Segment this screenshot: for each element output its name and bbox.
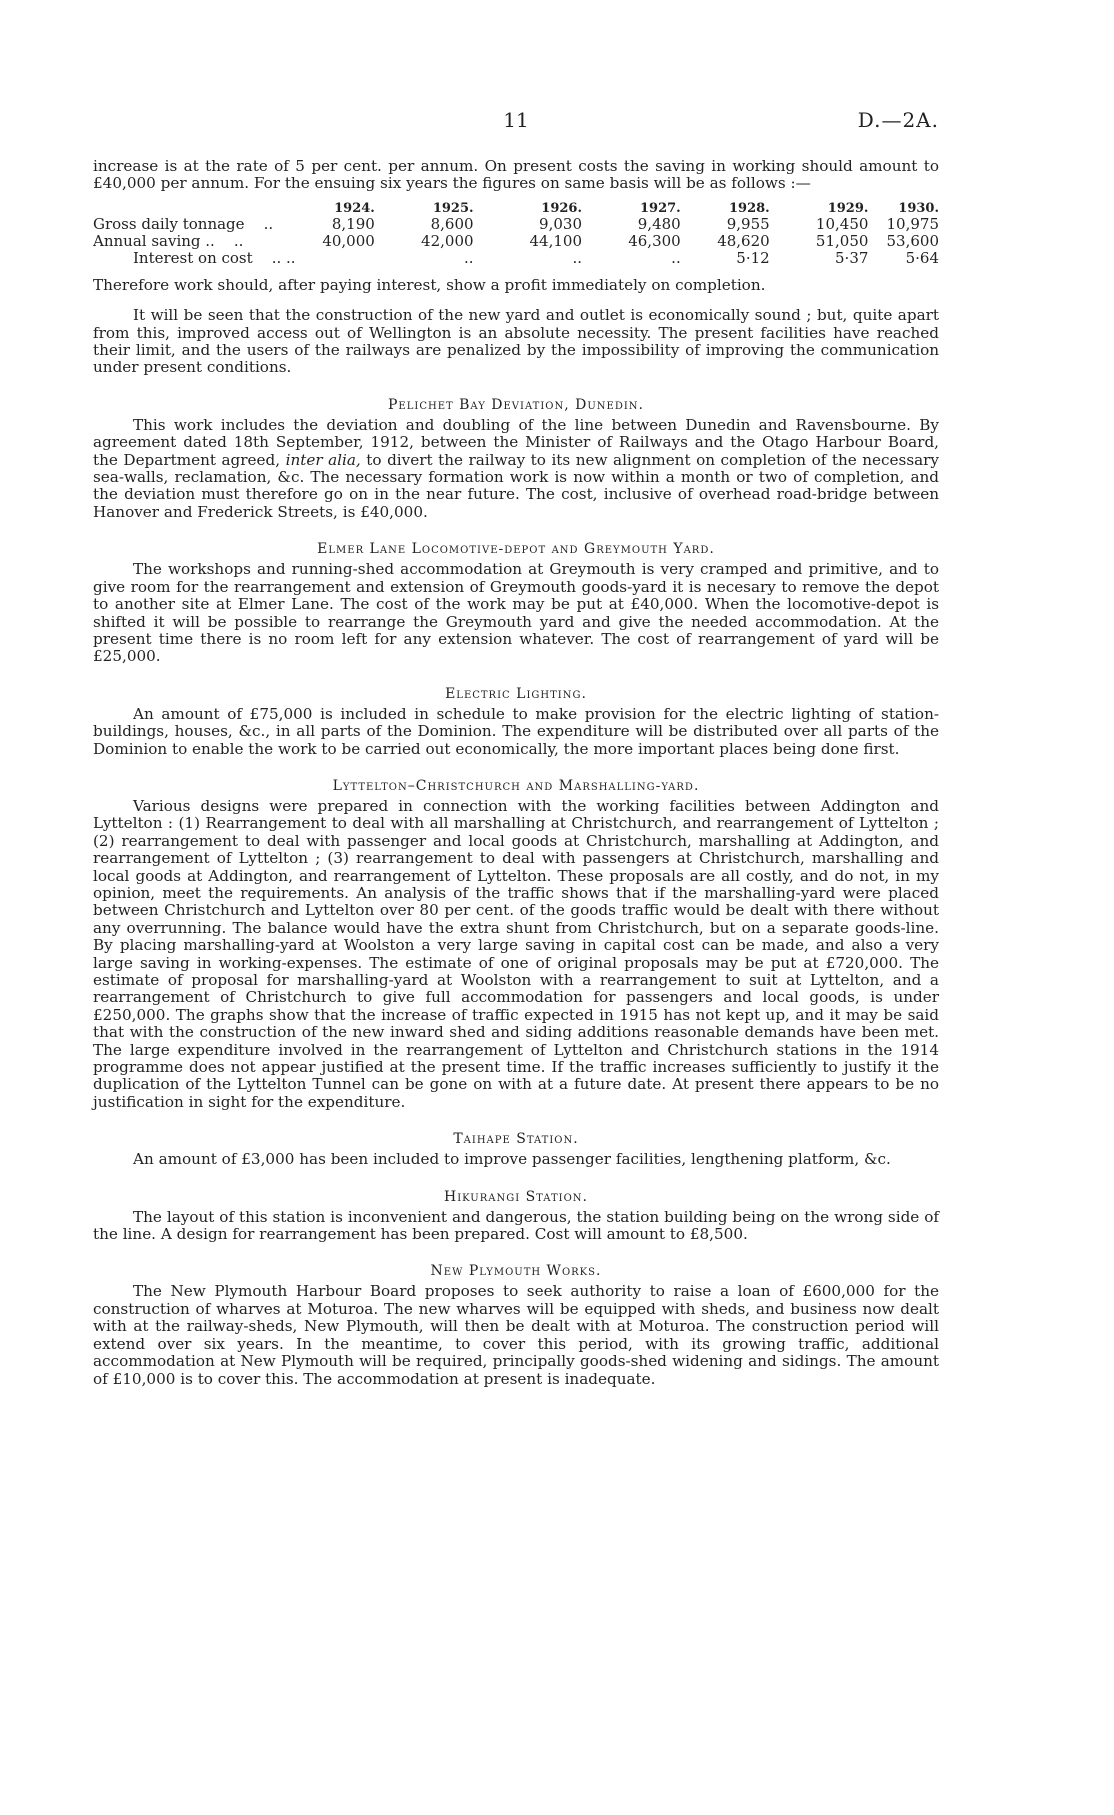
section-title-elmer: Elmer Lane Locomotive-depot and Greymouth Yard.: [317, 541, 715, 558]
intro-paragraph: increase is at the rate of 5 per cent. per annum. On present costs the saving in working should amount to £40,000 per annum. For the ensuing six years the figures on same basis will be as follows :—: [93, 157, 939, 193]
table-cell: ..: [464, 248, 474, 267]
table-cell: 9,030: [539, 214, 582, 233]
section-title-lyttelton: Lyttelton–Christchurch and Marshalling-yard.: [332, 777, 700, 794]
table-cell: ..: [572, 248, 582, 267]
inter-alia-italic: inter alia,: [285, 450, 361, 469]
section-title-hikurangi: Hikurangi Station.: [444, 1188, 588, 1205]
table-row: [93, 233, 939, 250]
year-header: 1925.: [432, 200, 474, 216]
elmer-paragraph: The workshops and running-shed accommodation at Greymouth is very cramped and primitive, and to give room for the rearrangement and extension of Greymouth goods-yard it is necesary to remove the depot to another site at Elmer Lane. The cost of the work may be put at £40,000. When the locomotive-depot is shifted it will be possible to rearrange the Greymouth yard and give the needed accommodation. At the present time there is no room left for any extension whatever. The cost of rearrangement of yard will be £25,000.: [93, 560, 939, 666]
savings-table: [93, 199, 939, 267]
year-header: 1924.: [334, 200, 375, 216]
table-cell: 9,955: [726, 214, 770, 233]
table-cell: 53,600: [886, 231, 939, 250]
page-body: [93, 158, 939, 1388]
lyttelton-paragraph: Various designs were prepared in connection with the working facilities between Addington and Lyttelton : (1) Rearrangement to deal with all marshalling at Christchurch, and rearrangement of Lyttelton ; (2) rearrangement to deal with passenger and local goods at Christchurch, marshalling at Addington, and rearrangement of Lyttelton ; (3) rearrangement to deal with passengers at Christchurch, marshalling and local goods at Addington, and rearrangement of Lyttelton. These proposals are all costly, and do not, in my opinion, meet the requirements. An analysis of the traffic shows that if the marshalling-yard were placed between Christchurch and Lyttelton over 80 per cent. of the goods traffic would be dealt with there without any overrunning. The balance would have the extra shunt from Christchurch, but on a separate goods-line. By placing marshalling-yard at Woolston a very large saving in capital cost can be made, and also a very large saving in working-expenses. The estimate of one of original proposals may be put at £720,000. The estimate of proposal for marshalling-yard at Woolston with a rearrangement to suit at Lyttelton, and a rearrangement of Christchurch to give full accommodation for passengers and local goods, is under £250,000. The graphs show that the increase of traffic expected in 1915 has not kept up, and it may be said that with the construction of the new inward shed and siding additions reasonable demands have been met. The large expenditure involved in the rearrangement of Lyttelton and Christchurch stations in the 1914 programme does not appear justified at the present time. If the traffic increases sufficiently to justify it the duplication of the Lyttelton Tunnel can be gone on with at a future date. At present there appears to be no justification in sight for the expenditure.: [93, 796, 939, 1111]
seen-paragraph: It will be seen that the construction of the new yard and outlet is economically sound ; but, quite apart from this, improved access out of Wellington is an absolute necessity. The present facilities have reached their limit, and the users of the railways are penalized by the impossibility of improving the communication under present conditions.: [93, 306, 939, 377]
pelichet-paragraph: This work includes the deviation and doubling of the line between Dunedin and Ravensbourne. By agreement dated 18th September, 1912, between the Minister of Railways and the Otago Harbour Board, the Department agreed, inter alia, to divert the railway to its new alignment on completion of the necessary sea-walls, reclamation, &c. The necessary formation work is now within a month or two of completion, and the deviation must therefore go on in the near future. The cost, inclusive of overhead road-bridge between Hanover and Frederick Streets, is £40,000.: [93, 415, 940, 521]
table-cell: 5·64: [905, 248, 939, 267]
table-cell: 40,000: [322, 231, 375, 250]
page-number: 11: [503, 108, 529, 132]
table-cell: 42,000: [421, 231, 474, 250]
document-reference: D.—2A.: [857, 108, 939, 132]
year-header: 1928.: [728, 200, 770, 216]
page-header: [93, 108, 939, 138]
year-header: 1927.: [640, 200, 681, 216]
table-cell: 8,190: [331, 214, 375, 233]
table-cell: 8,600: [430, 214, 474, 233]
section-title-pelichet: Pelichet Bay Deviation, Dunedin.: [388, 396, 644, 413]
table-cell: 44,100: [529, 231, 582, 250]
table-cell: 9,480: [637, 214, 681, 233]
year-header: 1929.: [827, 200, 869, 216]
row-label: Interest on cost .. ..: [133, 248, 296, 267]
table-corner: [93, 199, 296, 216]
table-cell: ..: [671, 248, 681, 267]
hikurangi-paragraph: The layout of this station is inconvenient and dangerous, the station building being on the wrong side of the line. A design for rearrangement has been prepared. Cost will amount to £8,500.: [93, 1207, 939, 1244]
table-cell: 5·37: [835, 248, 869, 267]
section-title-taihape: Taihape Station.: [453, 1131, 579, 1148]
table-header-row: [93, 199, 939, 216]
row-label: Annual saving .. ..: [93, 231, 244, 250]
year-header: 1926.: [541, 200, 582, 216]
year-header: 1930.: [898, 200, 939, 216]
table-cell: 5·12: [736, 248, 770, 267]
row-label: Gross daily tonnage ..: [93, 214, 274, 233]
table-cell: 51,050: [815, 231, 869, 250]
table-cell: 48,620: [717, 231, 770, 250]
table-cell: 10,450: [815, 214, 869, 233]
table-cell: 10,975: [886, 214, 939, 233]
table-cell: [296, 250, 375, 267]
section-title-new-plymouth: New Plymouth Works.: [430, 1263, 602, 1280]
table-cell: 46,300: [628, 231, 681, 250]
table-row: [93, 216, 939, 233]
taihape-paragraph: An amount of £3,000 has been included to improve passenger facilities, lengthening platform, &c.: [133, 1150, 891, 1169]
therefore-paragraph: Therefore work should, after paying interest, show a profit immediately on completion.: [93, 275, 766, 294]
table-row: [93, 250, 939, 267]
electric-paragraph: An amount of £75,000 is included in schedule to make provision for the electric lighting of station-buildings, houses, &c., in all parts of the Dominion. The expenditure will be distributed over all parts of the Dominion to enable the work to be carried out economically, the more important places being done first.: [93, 704, 939, 758]
section-title-electric: Electric Lighting.: [445, 685, 587, 702]
new-plymouth-paragraph: The New Plymouth Harbour Board proposes to seek authority to raise a loan of £600,000 for the construction of wharves at Moturoa. The new wharves will be equipped with sheds, and business now dealt with at the railway-sheds, New Plymouth, will then be dealt with at Moturoa. The construction period will extend over six years. In the meantime, to cover this period, with its growing traffic, additional accommodation at New Plymouth will be required, principally goods-shed widening and sidings. The amount of £10,000 is to cover this. The accommodation at present is inadequate.: [93, 1282, 939, 1388]
